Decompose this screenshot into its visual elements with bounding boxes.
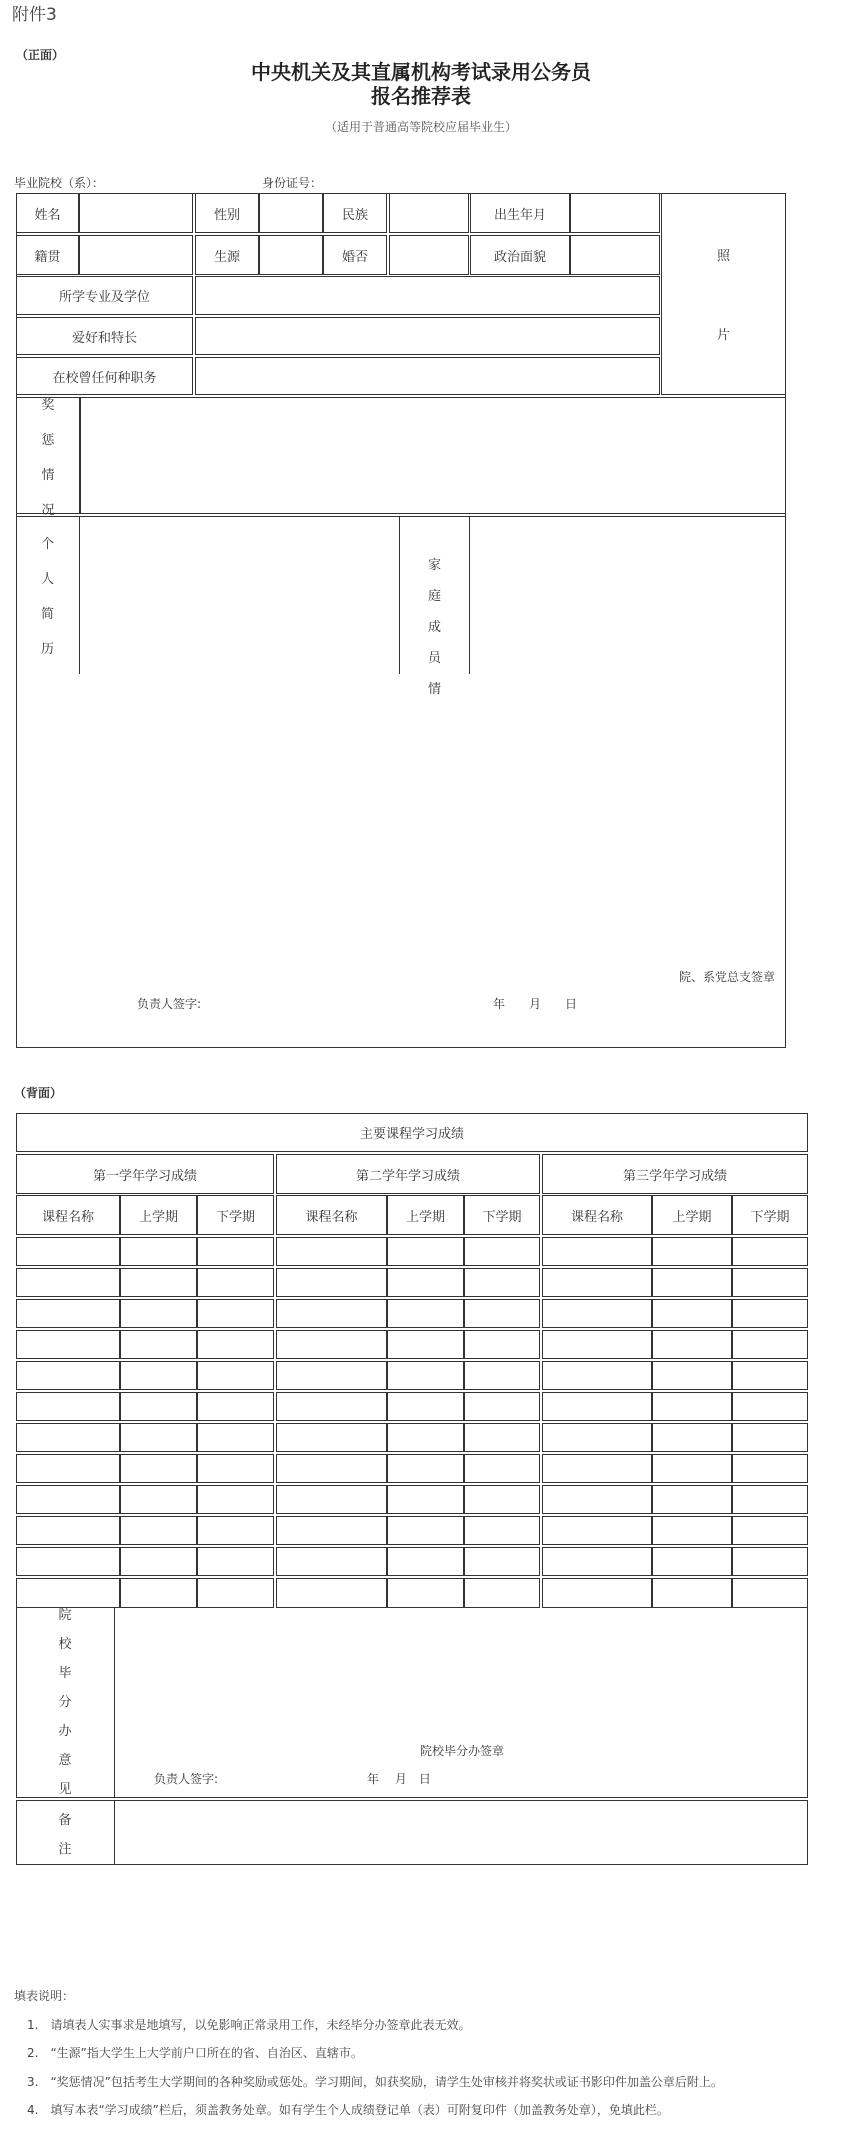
resume-char: 简 <box>40 607 54 622</box>
grade-cell[interactable] <box>732 1578 808 1608</box>
instruction-item: 1. 请填表人实事求是地填写，以免影响正常录用工作，未经毕分办签章此表无效。 <box>27 2018 471 2032</box>
course-name-cell[interactable] <box>542 1485 652 1514</box>
opinion-divider <box>114 1608 115 1798</box>
grade-cell[interactable] <box>732 1392 808 1421</box>
grade-cell[interactable] <box>652 1392 732 1421</box>
front-side-label: （正面） <box>16 48 65 62</box>
awards-label <box>16 397 80 518</box>
name-field[interactable] <box>79 193 193 233</box>
course-name-header: 课程名称 <box>16 1195 120 1235</box>
ethnicity-field[interactable] <box>389 193 469 233</box>
course-name-header: 课程名称 <box>276 1195 387 1235</box>
grades-title: 主要课程学习成绩 <box>16 1113 808 1152</box>
grade-cell[interactable] <box>652 1423 732 1452</box>
grade-cell[interactable] <box>464 1423 540 1452</box>
opinion-char: 院 <box>58 1607 72 1623</box>
instructions-heading: 填表说明： <box>14 1989 75 2003</box>
second-semester-header: 下学期 <box>732 1195 808 1235</box>
grade-cell[interactable] <box>464 1578 540 1608</box>
grade-cell[interactable] <box>387 1268 464 1297</box>
birth-date-field[interactable] <box>570 193 660 233</box>
form-title-line1: 中央机关及其直属机构考试录用公务员 <box>251 60 591 84</box>
grade-cell[interactable] <box>732 1485 808 1514</box>
origin-field[interactable] <box>259 235 323 275</box>
first-semester-header: 上学期 <box>652 1195 732 1235</box>
course-name-cell[interactable] <box>542 1423 652 1452</box>
grade-cell[interactable] <box>197 1392 274 1421</box>
family-label <box>400 548 469 703</box>
remark-char: 注 <box>58 1841 72 1857</box>
family-char: 员 <box>427 651 441 666</box>
course-name-cell[interactable] <box>16 1299 120 1328</box>
back-side-label: （背面） <box>14 1086 63 1100</box>
opinion-seal-label: 院校毕分办签章 <box>420 1744 505 1758</box>
first-semester-header: 上学期 <box>120 1195 197 1235</box>
opinion-date: 年 月 日 <box>367 1772 431 1786</box>
attachment-label: 附件3 <box>12 5 57 25</box>
resume-field[interactable] <box>80 517 398 673</box>
grade-cell[interactable] <box>120 1361 197 1390</box>
course-name-cell[interactable] <box>276 1299 387 1328</box>
remark-char: 备 <box>58 1812 72 1828</box>
grade-cell[interactable] <box>387 1361 464 1390</box>
grade-cell[interactable] <box>652 1485 732 1514</box>
grade-cell[interactable] <box>652 1268 732 1297</box>
course-name-cell[interactable] <box>276 1330 387 1359</box>
course-name-cell[interactable] <box>16 1485 120 1514</box>
grade-cell[interactable] <box>197 1299 274 1328</box>
course-name-cell[interactable] <box>276 1516 387 1545</box>
grade-cell[interactable] <box>652 1516 732 1545</box>
grade-cell[interactable] <box>197 1268 274 1297</box>
course-name-cell[interactable] <box>542 1547 652 1576</box>
grade-cell[interactable] <box>387 1423 464 1452</box>
course-name-cell[interactable] <box>276 1392 387 1421</box>
remark-field[interactable] <box>116 1802 806 1863</box>
photo-char: 片 <box>716 328 730 343</box>
course-name-cell[interactable] <box>16 1547 120 1576</box>
grade-cell[interactable] <box>732 1299 808 1328</box>
course-name-cell[interactable] <box>276 1578 387 1608</box>
hobby-field[interactable] <box>195 317 660 355</box>
course-name-cell[interactable] <box>16 1423 120 1452</box>
course-name-header: 课程名称 <box>542 1195 652 1235</box>
birth-date-label: 出生年月 <box>470 193 570 233</box>
course-name-cell[interactable] <box>276 1361 387 1390</box>
opinion-signer-label: 负责人签字: <box>154 1772 219 1786</box>
sign-date: 年 月 日 <box>493 997 578 1011</box>
year1-header: 第一学年学习成绩 <box>16 1154 274 1194</box>
gender-field[interactable] <box>259 193 323 233</box>
second-semester-header: 下学期 <box>464 1195 540 1235</box>
course-name-cell[interactable] <box>16 1237 120 1266</box>
awards-char: 奖 <box>41 397 55 413</box>
grade-cell[interactable] <box>197 1516 274 1545</box>
major-degree-label: 所学专业及学位 <box>16 276 193 315</box>
course-name-cell[interactable] <box>542 1237 652 1266</box>
course-name-cell[interactable] <box>542 1392 652 1421</box>
course-name-cell[interactable] <box>16 1361 120 1390</box>
native-place-field[interactable] <box>79 235 193 275</box>
second-semester-header: 下学期 <box>197 1195 274 1235</box>
grade-cell[interactable] <box>652 1547 732 1576</box>
grade-cell[interactable] <box>732 1361 808 1390</box>
grade-cell[interactable] <box>120 1516 197 1545</box>
ethnicity-label: 民族 <box>323 193 387 233</box>
photo-char: 照 <box>716 249 730 264</box>
course-name-cell[interactable] <box>542 1330 652 1359</box>
grade-cell[interactable] <box>197 1423 274 1452</box>
awards-field[interactable] <box>80 397 786 514</box>
signer-label: 负责人签字: <box>137 997 202 1011</box>
resume-char: 人 <box>40 572 54 587</box>
marital-field[interactable] <box>389 235 469 275</box>
family-field[interactable] <box>470 517 785 673</box>
remark-label <box>16 1800 114 1865</box>
instruction-item: 2. “生源”指大学生上大学前户口所在的省、自治区、直辖市。 <box>27 2046 363 2060</box>
grade-cell[interactable] <box>197 1485 274 1514</box>
origin-label: 生源 <box>195 235 259 275</box>
course-name-cell[interactable] <box>276 1547 387 1576</box>
form-title-line2: 报名推荐表 <box>371 84 471 108</box>
instruction-item: 3. “奖惩情况”包括考生大学期间的各种奖励或惩处。学习期间，如获奖励，请学生处审核并将奖状或证书影印件加盖公章后附上。 <box>27 2075 723 2089</box>
grade-cell[interactable] <box>464 1485 540 1514</box>
grade-cell[interactable] <box>197 1578 274 1608</box>
opinion-char: 分 <box>58 1694 72 1710</box>
grade-cell[interactable] <box>732 1237 808 1266</box>
course-name-cell[interactable] <box>16 1330 120 1359</box>
family-char: 庭 <box>427 589 441 604</box>
course-name-cell[interactable] <box>542 1516 652 1545</box>
grade-cell[interactable] <box>120 1547 197 1576</box>
grade-cell[interactable] <box>387 1299 464 1328</box>
grade-cell[interactable] <box>387 1237 464 1266</box>
grade-cell[interactable] <box>120 1330 197 1359</box>
course-name-cell[interactable] <box>542 1578 652 1608</box>
grade-cell[interactable] <box>732 1423 808 1452</box>
family-char: 成 <box>427 620 441 635</box>
first-semester-header: 上学期 <box>387 1195 464 1235</box>
hobby-label: 爱好和特长 <box>16 317 193 355</box>
grade-cell[interactable] <box>387 1392 464 1421</box>
grade-cell[interactable] <box>387 1547 464 1576</box>
grade-cell[interactable] <box>652 1330 732 1359</box>
course-name-cell[interactable] <box>276 1454 387 1483</box>
family-char: 家 <box>427 558 441 573</box>
course-name-cell[interactable] <box>276 1237 387 1266</box>
remark-divider <box>114 1800 115 1865</box>
grade-cell[interactable] <box>464 1516 540 1545</box>
grade-cell[interactable] <box>732 1330 808 1359</box>
campus-position-label: 在校曾任何种职务 <box>16 357 193 395</box>
awards-char: 情 <box>41 467 55 483</box>
course-name-cell[interactable] <box>16 1268 120 1297</box>
grade-cell[interactable] <box>732 1454 808 1483</box>
grade-cell[interactable] <box>464 1547 540 1576</box>
opinion-field[interactable] <box>116 1610 806 1750</box>
instruction-item: 4. 填写本表“学习成绩”栏后，须盖教务处章。如有学生个人成绩登记单（表）可附复印件（加盖教务处章），免填此栏。 <box>27 2103 669 2117</box>
grade-cell[interactable] <box>120 1454 197 1483</box>
course-name-cell[interactable] <box>16 1392 120 1421</box>
grade-cell[interactable] <box>464 1299 540 1328</box>
grade-cell[interactable] <box>197 1237 274 1266</box>
school-label: 毕业院校（系）： <box>14 176 105 190</box>
major-degree-field[interactable] <box>195 276 660 315</box>
opinion-char: 见 <box>58 1781 72 1797</box>
grade-cell[interactable] <box>197 1454 274 1483</box>
grade-cell[interactable] <box>387 1578 464 1608</box>
grade-cell[interactable] <box>387 1485 464 1514</box>
grade-cell[interactable] <box>652 1454 732 1483</box>
campus-position-field[interactable] <box>195 357 660 395</box>
grade-cell[interactable] <box>652 1299 732 1328</box>
grade-cell[interactable] <box>387 1516 464 1545</box>
family-char: 情 <box>427 682 441 697</box>
course-name-cell[interactable] <box>542 1454 652 1483</box>
marital-label: 婚否 <box>323 235 387 275</box>
course-name-cell[interactable] <box>542 1268 652 1297</box>
grade-cell[interactable] <box>464 1361 540 1390</box>
grade-cell[interactable] <box>652 1237 732 1266</box>
grade-cell[interactable] <box>120 1485 197 1514</box>
opinion-char: 校 <box>58 1636 72 1652</box>
opinion-char: 意 <box>58 1752 72 1768</box>
course-name-cell[interactable] <box>276 1268 387 1297</box>
grade-cell[interactable] <box>120 1392 197 1421</box>
course-name-cell[interactable] <box>16 1516 120 1545</box>
grade-cell[interactable] <box>464 1268 540 1297</box>
course-name-cell[interactable] <box>276 1485 387 1514</box>
grade-cell[interactable] <box>387 1330 464 1359</box>
gender-label: 性别 <box>195 193 259 233</box>
grade-cell[interactable] <box>197 1361 274 1390</box>
course-name-cell[interactable] <box>276 1423 387 1452</box>
grade-cell[interactable] <box>197 1330 274 1359</box>
grade-cell[interactable] <box>464 1454 540 1483</box>
year3-header: 第三学年学习成绩 <box>542 1154 808 1194</box>
awards-char: 况 <box>41 502 55 518</box>
grade-cell[interactable] <box>120 1237 197 1266</box>
grade-cell[interactable] <box>464 1330 540 1359</box>
course-name-cell[interactable] <box>16 1454 120 1483</box>
course-name-cell[interactable] <box>542 1299 652 1328</box>
course-name-cell[interactable] <box>542 1361 652 1390</box>
resume-char: 个 <box>40 537 54 552</box>
native-place-label: 籍贯 <box>16 235 79 275</box>
awards-char: 惩 <box>41 432 55 448</box>
grade-cell[interactable] <box>464 1392 540 1421</box>
grade-cell[interactable] <box>120 1299 197 1328</box>
id-number-label: 身份证号： <box>262 176 323 190</box>
resume-label <box>16 516 79 674</box>
form-subtitle: （适用于普通高等院校应届毕业生） <box>324 120 517 134</box>
grade-cell[interactable] <box>732 1516 808 1545</box>
year2-header: 第二学年学习成绩 <box>276 1154 540 1194</box>
photo-box[interactable] <box>661 193 786 395</box>
opinion-char: 办 <box>58 1723 72 1739</box>
grade-cell[interactable] <box>732 1268 808 1297</box>
grade-cell[interactable] <box>464 1237 540 1266</box>
department-seal-label: 院、系党总支签章 <box>679 970 776 984</box>
grade-cell[interactable] <box>120 1578 197 1608</box>
opinion-label <box>16 1606 114 1797</box>
resume-char: 历 <box>40 642 54 657</box>
opinion-char: 毕 <box>58 1665 72 1681</box>
grade-cell[interactable] <box>197 1547 274 1576</box>
grade-cell[interactable] <box>120 1423 197 1452</box>
grade-cell[interactable] <box>652 1361 732 1390</box>
political-status-field[interactable] <box>570 235 660 275</box>
grade-cell[interactable] <box>120 1268 197 1297</box>
grade-cell[interactable] <box>387 1454 464 1483</box>
political-status-label: 政治面貌 <box>470 235 570 275</box>
grade-cell[interactable] <box>732 1547 808 1576</box>
name-label: 姓名 <box>16 193 79 233</box>
grade-cell[interactable] <box>652 1578 732 1608</box>
